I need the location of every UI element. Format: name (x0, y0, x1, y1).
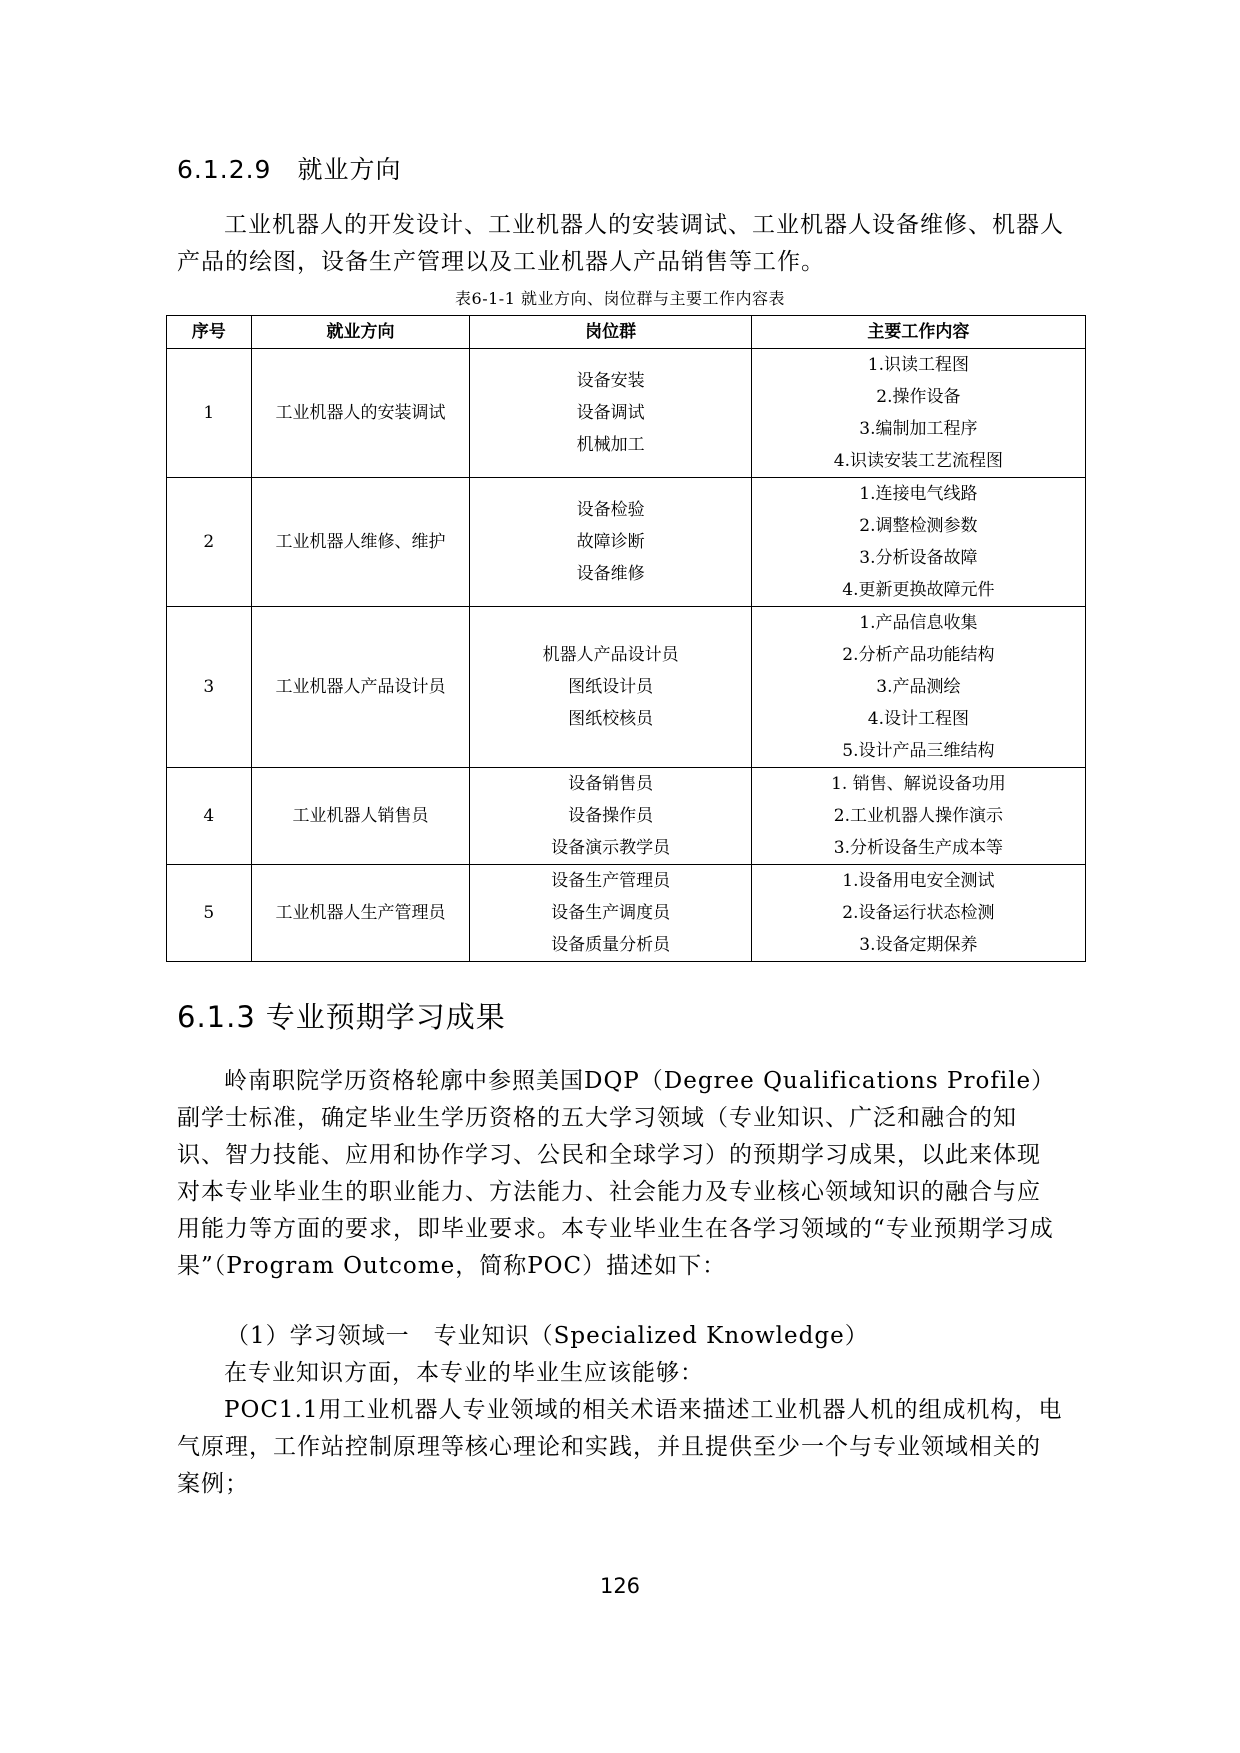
cell-no: 4 (167, 768, 252, 865)
task-item: 1.产品信息收集 (859, 613, 978, 633)
table-row (167, 478, 1086, 607)
task-item: 3.分析设备故障 (859, 548, 978, 568)
cell-tasks (751, 768, 1085, 865)
position-item: 机械加工 (576, 435, 645, 455)
cell-direction: 工业机器人的安装调试 (251, 349, 470, 478)
task-item: 1.设备用电安全测试 (842, 871, 995, 891)
section-number: 6.1.3 (177, 1000, 256, 1034)
cell-no: 1 (167, 349, 252, 478)
section-heading-6-1-3 (177, 995, 506, 1036)
cell-tasks (751, 349, 1085, 478)
table-row (167, 768, 1086, 865)
header-positions: 岗位群 (470, 316, 751, 349)
table-header-row (167, 316, 1086, 349)
cell-no: 3 (167, 607, 252, 768)
header-tasks: 主要工作内容 (751, 316, 1085, 349)
page-number: 126 (599, 1574, 641, 1598)
task-item: 1.连接电气线路 (859, 484, 978, 504)
domain-1-heading: （1）学习领域一 专业知识（Specialized Knowledge） (226, 1323, 869, 1349)
cell-no: 2 (167, 478, 252, 607)
cell-positions (470, 478, 751, 607)
position-item: 设备销售员 (568, 774, 654, 794)
position-item: 设备演示教学员 (551, 838, 671, 858)
position-item: 设备质量分析员 (551, 935, 671, 955)
table-caption: 表6-1-1 就业方向、岗位群与主要工作内容表 (455, 289, 785, 308)
cell-positions (470, 349, 751, 478)
task-item: 3.设备定期保养 (859, 935, 978, 955)
task-item: 3.编制加工程序 (859, 419, 978, 439)
task-item: 2.调整检测参数 (859, 516, 978, 536)
cell-no: 5 (167, 865, 252, 962)
task-item: 3.分析设备生产成本等 (833, 838, 1004, 858)
section-number: 6.1.2.9 (177, 155, 272, 184)
task-item: 1. 销售、解说设备功用 (831, 774, 1006, 794)
cell-direction: 工业机器人维修、维护 (251, 478, 470, 607)
position-item: 机器人产品设计员 (542, 645, 679, 665)
task-item: 5.设计产品三维结构 (842, 741, 995, 761)
position-item: 设备安装 (576, 371, 645, 391)
task-item: 4.识读安装工艺流程图 (833, 451, 1004, 471)
cell-direction: 工业机器人产品设计员 (251, 607, 470, 768)
section-heading-6-1-2-9 (177, 150, 401, 186)
header-no: 序号 (167, 316, 252, 349)
cell-tasks (751, 607, 1085, 768)
header-direction: 就业方向 (251, 316, 470, 349)
task-item: 2.工业机器人操作演示 (833, 806, 1004, 826)
intro-paragraph: 工业机器人的开发设计、工业机器人的安装调试、工业机器人设备维修、机器人产品的绘图，设备生产管理以及工业机器人产品销售等工作。 (177, 212, 1064, 275)
section-title: 就业方向 (297, 155, 402, 184)
employment-table (166, 315, 1086, 962)
position-item: 设备检验 (576, 500, 645, 520)
task-item: 4.设计工程图 (867, 709, 970, 729)
position-item: 设备维修 (576, 564, 645, 584)
position-item: 图纸设计员 (568, 677, 654, 697)
position-item: 设备操作员 (568, 806, 654, 826)
position-item: 设备调试 (576, 403, 645, 423)
table-row (167, 607, 1086, 768)
position-item: 设备生产管理员 (551, 871, 671, 891)
cell-tasks (751, 478, 1085, 607)
position-item: 故障诊断 (576, 532, 645, 552)
position-item: 设备生产调度员 (551, 903, 671, 923)
position-item: 图纸校核员 (568, 709, 654, 729)
table-body (167, 349, 1086, 962)
cell-positions (470, 865, 751, 962)
cell-direction: 工业机器人销售员 (251, 768, 470, 865)
cell-direction: 工业机器人生产管理员 (251, 865, 470, 962)
cell-positions (470, 607, 751, 768)
poc-1-1: POC1.1用工业机器人专业领域的相关术语来描述工业机器人机的组成机构，电气原理，工作站控制原理等核心理论和实践，并且提供至少一个与专业领域相关的案例； (177, 1397, 1063, 1497)
task-item: 1.识读工程图 (867, 355, 970, 375)
task-item: 2.分析产品功能结构 (842, 645, 995, 665)
task-item: 3.产品测绘 (876, 677, 961, 697)
section-title: 专业预期学习成果 (265, 1000, 506, 1034)
cell-positions (470, 768, 751, 865)
cell-tasks (751, 865, 1085, 962)
task-item: 4.更新更换故障元件 (842, 580, 995, 600)
domain-1-lead: 在专业知识方面，本专业的毕业生应该能够： (224, 1360, 704, 1386)
table-row (167, 349, 1086, 478)
table-row (167, 865, 1086, 962)
task-item: 2.操作设备 (876, 387, 961, 407)
poc-intro-paragraph: 岭南职院学历资格轮廓中参照美国DQP（Degree Qualifications Profile）副学士标准，确定毕业生学历资格的五大学习领域（专业知识、广泛和融合的知识、智力技能、应用和协作学习、公民和全球学习）的预期学习成果，以此来体现对本专业毕业生的职业能力、方法能力、社会能力及专业核心领域知识的融合与应用能力等方面的要求，即毕业要求。本专业毕业生在各学习领域的“专业预期学习成果”（Program Outcome，简称POC）描述如下： (177, 1068, 1056, 1279)
task-item: 2.设备运行状态检测 (842, 903, 995, 923)
